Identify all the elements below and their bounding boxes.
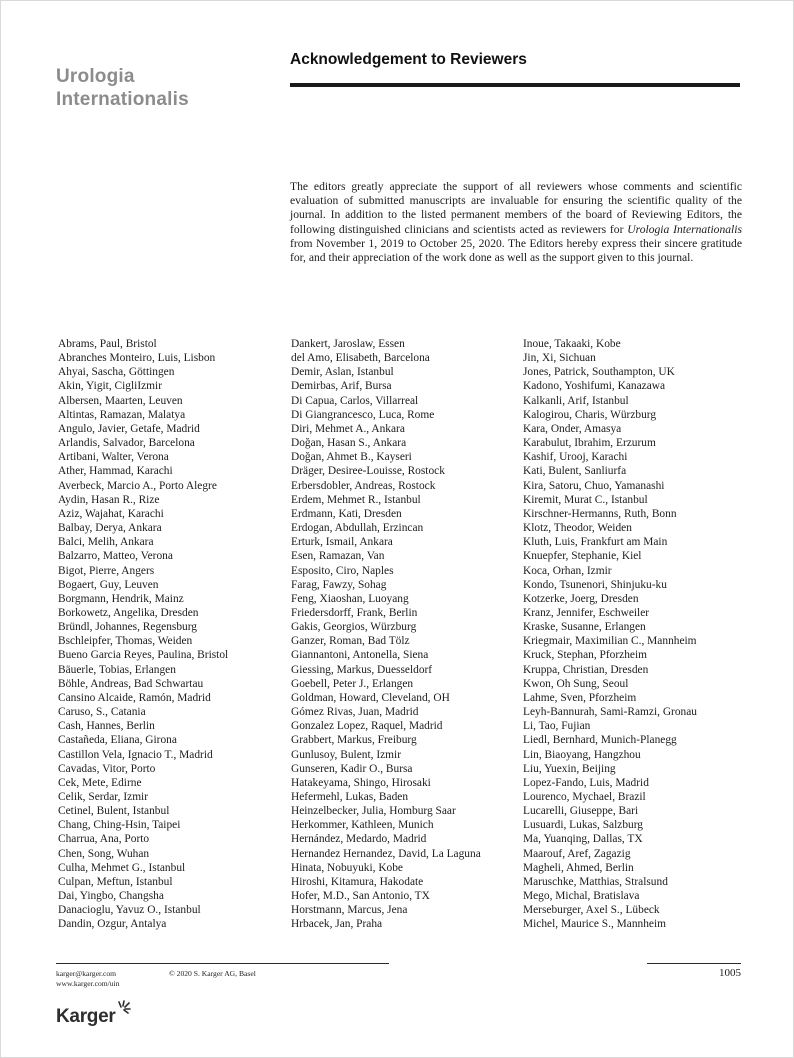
title-rule <box>290 83 740 87</box>
reviewer-name: Klotz, Theodor, Weiden <box>523 522 632 535</box>
reviewer-name: Esposito, Ciro, Naples <box>291 564 394 577</box>
journal-logo-line1: Urologia <box>56 66 135 87</box>
reviewer-name: Hrbacek, Jan, Praha <box>291 918 383 931</box>
reviewer-name: Magheli, Ahmed, Berlin <box>523 861 634 874</box>
reviewer-name: Bründl, Johannes, Regensburg <box>58 621 197 634</box>
reviewer-name: Bäuerle, Tobias, Erlangen <box>58 663 176 676</box>
reviewer-name: Friedersdorff, Frank, Berlin <box>291 606 418 619</box>
reviewer-name: Feng, Xiaoshan, Luoyang <box>291 592 409 605</box>
reviewer-name: Kalkanli, Arif, Istanbul <box>523 394 629 407</box>
reviewer-name: Dräger, Desiree-Louisse, Rostock <box>291 465 445 478</box>
reviewer-name: Herkommer, Kathleen, Munich <box>291 819 434 832</box>
reviewer-name: Albersen, Maarten, Leuven <box>58 394 183 407</box>
reviewer-name: Cansino Alcaide, Ramón, Madrid <box>58 691 211 704</box>
reviewer-name: Kati, Bulent, Sanliurfa <box>523 465 627 478</box>
reviewer-name: Inoue, Takaaki, Kobe <box>523 338 621 350</box>
reviewer-name: Hernández, Medardo, Madrid <box>291 833 427 846</box>
reviewer-name: Erbersdobler, Andreas, Rostock <box>291 479 436 492</box>
reviewer-name: Lusuardi, Lukas, Salzburg <box>523 819 644 832</box>
reviewer-name: Gakis, Georgios, Würzburg <box>291 621 417 634</box>
reviewer-name: Kriegmair, Maximilian C., Mannheim <box>523 635 697 648</box>
reviewer-name: Cetinel, Bulent, Istanbul <box>58 805 170 818</box>
reviewer-name: Kadono, Yoshifumi, Kanazawa <box>523 380 666 393</box>
reviewer-name: Bogaert, Guy, Leuven <box>58 578 159 591</box>
reviewer-name: Karabulut, Ibrahim, Erzurum <box>523 437 656 450</box>
reviewer-name: Kranz, Jennifer, Eschweiler <box>523 606 650 619</box>
reviewer-name: Doğan, Ahmet B., Kayseri <box>291 451 412 464</box>
reviewer-name: Lin, Biaoyang, Hangzhou <box>523 748 641 761</box>
reviewer-name: Kotzerke, Joerg, Dresden <box>523 592 639 605</box>
reviewer-name: Balzarro, Matteo, Verona <box>58 550 173 563</box>
reviewer-name: Kwon, Oh Sung, Seoul <box>523 677 629 690</box>
publisher-logo-text: Karger <box>56 1006 116 1027</box>
reviewer-name: Maarouf, Aref, Zagazig <box>523 847 631 860</box>
reviewer-name: Kruppa, Christian, Dresden <box>523 663 649 676</box>
reviewer-name: Culpan, Meftun, Istanbul <box>58 875 173 888</box>
copyright-notice: © 2020 S. Karger AG, Basel <box>169 969 256 978</box>
reviewer-name: Gunseren, Kadir O., Bursa <box>291 762 413 775</box>
reviewer-name: Aziz, Wajahat, Karachi <box>58 507 164 520</box>
reviewer-name: Ganzer, Roman, Bad Tölz <box>291 635 410 648</box>
reviewer-name: Kraske, Susanne, Erlangen <box>523 621 646 634</box>
reviewer-name: Ahyai, Sascha, Göttingen <box>58 366 175 379</box>
reviewer-name: Kara, Onder, Amasya <box>523 422 622 435</box>
reviewer-name: Goldman, Howard, Cleveland, OH <box>291 691 450 704</box>
intro-text-after: from November 1, 2019 to October 25, 2020. The Editors hereby express their sincere gratitude for, and their appreciation of the work done as well as the support given to this journal. <box>290 236 742 265</box>
reviewer-name: Akin, Yigit, CigliIzmir <box>58 380 162 393</box>
footer-rule-right <box>647 963 741 964</box>
reviewer-name: Lopez-Fando, Luis, Madrid <box>523 776 649 789</box>
reviewer-name: Chang, Ching-Hsin, Taipei <box>58 819 181 832</box>
reviewer-name: Doğan, Hasan S., Ankara <box>291 437 407 450</box>
karger-burst-icon <box>116 1000 132 1022</box>
reviewer-name: Balci, Melih, Ankara <box>58 536 154 549</box>
reviewer-name: Ather, Hammad, Karachi <box>58 465 173 478</box>
reviewer-name: Goebell, Peter J., Erlangen <box>291 677 414 690</box>
reviewer-name: Di Giangrancesco, Luca, Rome <box>291 408 435 421</box>
page-number: 1005 <box>719 967 741 979</box>
reviewer-name: Aydin, Hasan R., Rize <box>58 493 160 506</box>
reviewer-name: Böhle, Andreas, Bad Schwartau <box>58 677 204 690</box>
reviewer-name: Averbeck, Marcio A., Porto Alegre <box>58 479 217 492</box>
reviewer-name: Dai, Yingbo, Changsha <box>58 890 164 903</box>
reviewer-name: Abrams, Paul, Bristol <box>58 338 157 350</box>
reviewer-column-3 <box>523 337 750 932</box>
reviewer-name: del Amo, Elisabeth, Barcelona <box>291 352 430 365</box>
reviewer-name: Farag, Fawzy, Sohag <box>291 578 387 591</box>
reviewer-name: Artibani, Walter, Verona <box>58 451 169 464</box>
reviewer-name: Maruschke, Matthias, Stralsund <box>523 875 668 888</box>
reviewer-name: Hatakeyama, Shingo, Hirosaki <box>291 776 431 789</box>
reviewer-name: Angulo, Javier, Getafe, Madrid <box>58 422 200 435</box>
reviewer-name: Gonzalez Lopez, Raquel, Madrid <box>291 720 443 733</box>
reviewer-name: Mego, Michal, Bratislava <box>523 890 640 903</box>
reviewer-name: Diri, Mehmet A., Ankara <box>291 422 405 435</box>
reviewer-name: Kashif, Urooj, Karachi <box>523 451 628 464</box>
reviewer-name: Heinzelbecker, Julia, Homburg Saar <box>291 805 456 818</box>
reviewer-name: Horstmann, Marcus, Jena <box>291 904 408 917</box>
reviewer-column-2 <box>291 337 519 932</box>
reviewer-name: Balbay, Derya, Ankara <box>58 522 162 535</box>
reviewer-name: Cek, Mete, Edirne <box>58 776 142 789</box>
reviewer-name: Jones, Patrick, Southampton, UK <box>523 366 675 379</box>
intro-paragraph <box>290 180 742 265</box>
reviewer-name: Kira, Satoru, Chuo, Yamanashi <box>523 479 665 492</box>
publisher-website: www.karger.com/uin <box>56 979 120 988</box>
intro-journal-name: Urologia Internationalis <box>627 222 743 236</box>
reviewer-name: Chen, Song, Wuhan <box>58 847 150 860</box>
reviewer-name: Michel, Maurice S., Mannheim <box>523 918 666 931</box>
reviewer-name: Bschleipfer, Thomas, Weiden <box>58 635 193 648</box>
publisher-email: karger@karger.com <box>56 969 117 978</box>
reviewer-name: Gunlusoy, Bulent, Izmir <box>291 748 401 761</box>
reviewer-name: Lucarelli, Giuseppe, Bari <box>523 805 639 818</box>
journal-logo <box>56 65 189 111</box>
reviewer-name: Erturk, Ismail, Ankara <box>291 536 393 549</box>
reviewer-name: Di Capua, Carlos, Villarreal <box>291 394 419 407</box>
reviewer-name: Lourenco, Mychael, Brazil <box>523 791 646 803</box>
reviewer-name: Abranches Monteiro, Luis, Lisbon <box>58 352 216 365</box>
reviewer-name: Leyh-Bannurah, Sami-Ramzi, Gronau <box>523 706 697 719</box>
reviewer-name: Giannantoni, Antonella, Siena <box>291 649 429 662</box>
reviewer-name: Erdem, Mehmet R., Istanbul <box>291 493 421 506</box>
reviewer-name: Kirschner-Hermanns, Ruth, Bonn <box>523 507 677 520</box>
reviewer-name: Gómez Rivas, Juan, Madrid <box>291 706 419 719</box>
reviewer-name: Liu, Yuexin, Beijing <box>523 762 616 775</box>
reviewer-name: Hiroshi, Kitamura, Hakodate <box>291 875 424 888</box>
reviewer-name: Li, Tao, Fujian <box>523 720 591 733</box>
reviewer-name: Kalogirou, Charis, Würzburg <box>523 408 657 421</box>
reviewer-name: Kruck, Stephan, Pforzheim <box>523 649 648 662</box>
reviewer-column-1 <box>58 337 286 932</box>
reviewer-name: Borgmann, Hendrik, Mainz <box>58 592 184 605</box>
publisher-logo <box>56 1006 132 1028</box>
reviewer-name: Koca, Orhan, Izmir <box>523 564 612 577</box>
reviewer-name: Celik, Serdar, Izmir <box>58 791 149 803</box>
reviewer-name: Hefermehl, Lukas, Baden <box>291 791 409 803</box>
intro-text-before: The editors greatly appreciate the support of all reviewers whose comments and scientific evaluation of submitted manuscripts are invaluable for ensuring the scientific quality of the journal. In addition to the listed permanent members of the board of Reviewing Editors, the following distinguished clinicians and scientists acted as reviewers for <box>290 180 742 236</box>
reviewer-name: Grabbert, Markus, Freiburg <box>291 734 417 747</box>
reviewer-name: Borkowetz, Angelika, Dresden <box>58 606 199 619</box>
reviewer-name: Hernandez Hernandez, David, La Laguna <box>291 847 481 860</box>
reviewer-name: Cavadas, Vitor, Porto <box>58 762 156 775</box>
reviewer-name: Dandin, Ozgur, Antalya <box>58 918 167 931</box>
page-title: Acknowledgement to Reviewers <box>290 51 527 68</box>
reviewer-name: Castillon Vela, Ignacio T., Madrid <box>58 748 213 761</box>
footer-rule-left <box>56 963 389 964</box>
journal-logo-line2: Internationalis <box>56 89 189 110</box>
reviewer-name: Ma, Yuanqing, Dallas, TX <box>523 833 643 846</box>
reviewer-name: Kluth, Luis, Frankfurt am Main <box>523 536 668 549</box>
reviewer-name: Knuepfer, Stephanie, Kiel <box>523 550 642 563</box>
reviewer-name: Esen, Ramazan, Van <box>291 550 385 563</box>
reviewer-name: Erdmann, Kati, Dresden <box>291 507 402 520</box>
reviewer-name: Dankert, Jaroslaw, Essen <box>291 338 405 350</box>
reviewer-name: Danacioglu, Yavuz O., Istanbul <box>58 904 201 917</box>
reviewer-name: Castañeda, Eliana, Girona <box>58 734 177 747</box>
reviewer-name: Demir, Aslan, Istanbul <box>291 366 394 379</box>
reviewer-name: Giessing, Markus, Duesseldorf <box>291 663 433 676</box>
reviewer-name: Jin, Xi, Sichuan <box>523 352 596 365</box>
reviewer-name: Culha, Mehmet G., Istanbul <box>58 861 186 874</box>
reviewer-name: Merseburger, Axel S., Lübeck <box>523 904 660 917</box>
reviewer-name: Kondo, Tsunenori, Shinjuku-ku <box>523 578 667 591</box>
footer-contact <box>56 969 119 989</box>
reviewer-name: Altintas, Ramazan, Malatya <box>58 408 186 421</box>
reviewer-name: Hinata, Nobuyuki, Kobe <box>291 861 403 874</box>
reviewer-name: Liedl, Bernhard, Munich-Planegg <box>523 734 677 747</box>
reviewer-name: Hofer, M.D., San Antonio, TX <box>291 890 430 903</box>
reviewer-name: Lahme, Sven, Pforzheim <box>523 691 637 704</box>
reviewer-name: Kiremit, Murat C., Istanbul <box>523 493 648 506</box>
reviewer-name: Charrua, Ana, Porto <box>58 833 150 846</box>
reviewer-name: Demirbas, Arif, Bursa <box>291 380 392 393</box>
reviewer-name: Bueno Garcia Reyes, Paulina, Bristol <box>58 649 229 662</box>
reviewer-name: Erdogan, Abdullah, Erzincan <box>291 522 424 535</box>
reviewer-name: Caruso, S., Catania <box>58 706 146 719</box>
reviewer-name: Cash, Hannes, Berlin <box>58 720 155 733</box>
reviewer-name: Arlandis, Salvador, Barcelona <box>58 437 195 450</box>
reviewer-name: Bigot, Pierre, Angers <box>58 564 155 577</box>
